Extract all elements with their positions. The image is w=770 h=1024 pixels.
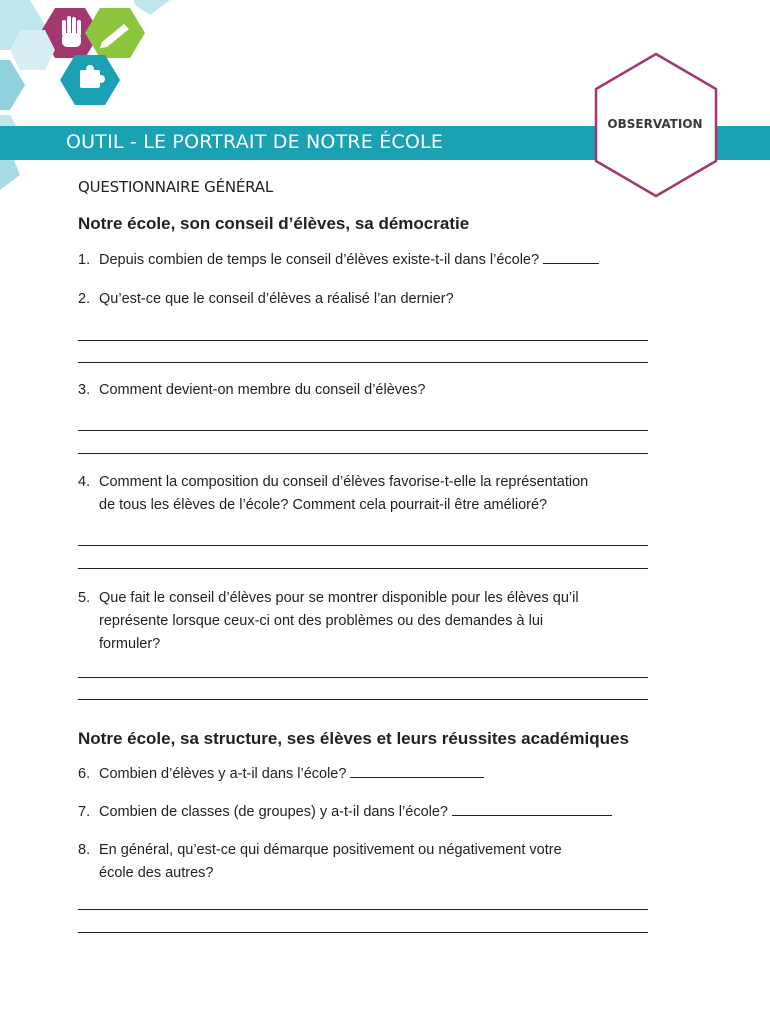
question-8 [78, 839, 658, 885]
question-text-line-3: formuler? [99, 636, 161, 652]
answer-line[interactable] [78, 453, 648, 454]
question-text: Combien d’élèves y a-t-il dans l’école? [99, 766, 347, 782]
answer-line[interactable] [78, 699, 648, 700]
question-text-line-2: de tous les élèves de l’école? Comment cela pourrait-il être amélioré? [99, 497, 548, 513]
question-4 [78, 471, 658, 517]
question-number: 2. [78, 291, 91, 307]
question-number: 5. [78, 590, 91, 606]
question-text-line-2: représente lorsque ceux-ci ont des problèmes ou des demandes à lui [99, 613, 544, 629]
answer-line[interactable] [78, 909, 648, 910]
question-text-line-1: Comment la composition du conseil d’élèves favorise-t-elle la représentation [99, 474, 589, 490]
answer-line[interactable] [78, 568, 648, 569]
question-text-line-1: Que fait le conseil d’élèves pour se montrer disponible pour les élèves qu’il [99, 590, 579, 606]
answer-line[interactable] [78, 362, 648, 363]
question-text: Comment devient-on membre du conseil d’élèves? [99, 382, 426, 398]
answer-blank[interactable] [543, 249, 599, 264]
section-heading-structure: Notre école, sa structure, ses élèves et leurs réussites académiques [78, 729, 629, 748]
question-number: 4. [78, 474, 91, 490]
question-text: Qu’est-ce que le conseil d’élèves a réalisé l’an dernier? [99, 291, 454, 307]
question-text-line-1: En général, qu’est-ce qui démarque positivement ou négativement votre [99, 842, 562, 858]
question-text: Combien de classes (de groupes) y a-t-il dans l’école? [99, 804, 448, 820]
answer-line[interactable] [78, 932, 648, 933]
question-number: 7. [78, 804, 91, 820]
question-5 [78, 587, 658, 656]
answer-line[interactable] [78, 677, 648, 678]
question-number: 8. [78, 842, 91, 858]
answer-blank[interactable] [350, 763, 484, 778]
question-6 [78, 763, 658, 786]
question-number: 6. [78, 766, 91, 782]
question-number: 1. [78, 252, 91, 268]
question-1 [78, 249, 658, 272]
hexagon-pattern-decoration [0, 0, 200, 200]
question-text: Depuis combien de temps le conseil d’élèves existe-t-il dans l’école? [99, 252, 540, 268]
banner-title: OUTIL - LE PORTRAIT DE NOTRE ÉCOLE [66, 131, 444, 153]
answer-line[interactable] [78, 430, 648, 431]
question-number: 3. [78, 382, 91, 398]
answer-line[interactable] [78, 545, 648, 546]
question-text-line-2: école des autres? [99, 865, 214, 881]
question-7 [78, 801, 658, 824]
section-heading-council: Notre école, son conseil d’élèves, sa démocratie [78, 214, 470, 233]
question-2 [78, 288, 658, 311]
observation-badge-label: OBSERVATION [607, 117, 703, 131]
answer-line[interactable] [78, 340, 648, 341]
question-3 [78, 379, 658, 402]
section-label: QUESTIONNAIRE GÉNÉRAL [78, 178, 274, 196]
answer-blank[interactable] [452, 801, 612, 816]
